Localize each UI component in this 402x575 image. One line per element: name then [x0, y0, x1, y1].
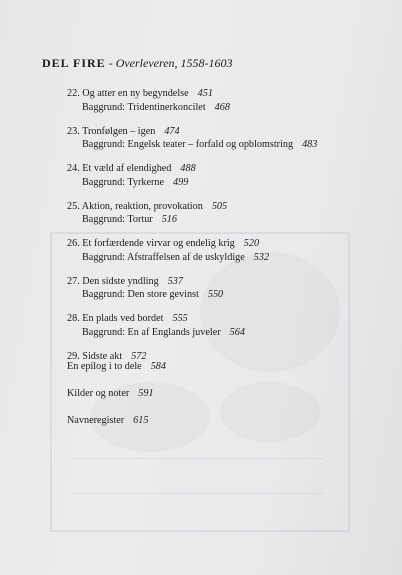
toc-chapter [67, 312, 367, 339]
chapter-page: 537 [167, 275, 183, 287]
chapter-title: Og atter en ny begyndelse [82, 88, 189, 99]
toc-chapter [67, 237, 367, 264]
table-of-contents [67, 87, 367, 374]
background-title: Baggrund: Afstraffelsen af de uskyldige [82, 251, 245, 263]
chapter-page: 505 [211, 200, 228, 212]
chapter-title: Et væld af elendighed [82, 163, 172, 174]
back-matter-list [67, 360, 166, 441]
chapter-number: 22. [67, 88, 80, 99]
back-matter-item [67, 414, 166, 428]
toc-chapter [67, 87, 367, 114]
background-title: Baggrund: Tridentinerkoncilet [82, 101, 206, 113]
chapter-number: 23. [67, 125, 80, 137]
back-matter-title: Kilder og noter [67, 388, 130, 399]
back-matter-title: En epilog i to dele [67, 361, 142, 372]
chapter-page: 451 [197, 88, 213, 99]
background-title: Baggrund: Den store gevinst [82, 289, 199, 300]
back-matter-page: 615 [133, 415, 149, 426]
back-matter-item [67, 360, 166, 374]
chapter-number: 28. [67, 313, 80, 324]
chapter-number: 29. [67, 350, 80, 362]
part-label: DEL FIRE [42, 56, 106, 70]
background-title: Baggrund: Tortur [82, 214, 153, 225]
chapter-page: 520 [243, 238, 260, 249]
chapter-title: Et forfærdende virvar og endelig krig [82, 238, 235, 249]
chapter-page: 488 [180, 163, 196, 174]
chapter-number: 24. [67, 163, 80, 174]
toc-chapter [67, 200, 367, 227]
chapter-title: En plads ved bordet [82, 313, 164, 324]
background-page: 564 [229, 326, 245, 338]
background-page: 516 [161, 214, 177, 225]
background-title: Baggrund: En af Englands juveler [82, 326, 221, 338]
back-matter-page: 584 [150, 361, 166, 372]
show-through-banner [72, 458, 324, 494]
back-matter-title: Navneregister [67, 415, 125, 426]
chapter-number: 27. [67, 275, 80, 287]
chapter-number: 26. [67, 238, 80, 249]
chapter-page: 572 [131, 350, 147, 362]
chapter-page: 555 [172, 313, 188, 324]
section-header [42, 56, 233, 70]
back-matter-page: 591 [138, 388, 154, 399]
chapter-title: Tronfølgen – igen [82, 125, 156, 137]
back-matter-item [67, 387, 166, 401]
show-through-shape [220, 382, 320, 442]
background-page: 483 [302, 139, 318, 150]
background-page: 550 [207, 289, 224, 300]
chapter-number: 25. [67, 200, 80, 212]
part-subtitle: Overleveren, 1558-1603 [115, 56, 233, 70]
toc-chapter [67, 275, 367, 302]
chapter-title: Aktion, reaktion, provokation [81, 200, 203, 212]
background-page: 532 [253, 251, 270, 263]
background-title: Baggrund: Tyrkerne [82, 176, 164, 188]
background-page: 468 [214, 101, 230, 113]
background-page: 499 [173, 176, 189, 188]
background-title: Baggrund: Engelsk teater – forfald og opblomstring [82, 139, 294, 150]
toc-chapter [67, 162, 367, 189]
chapter-page: 474 [164, 125, 180, 137]
chapter-title: Den sidste yndling [82, 275, 159, 287]
header-separator: - [108, 56, 113, 70]
chapter-title: Sidste akt [82, 350, 123, 362]
toc-chapter [67, 125, 367, 152]
